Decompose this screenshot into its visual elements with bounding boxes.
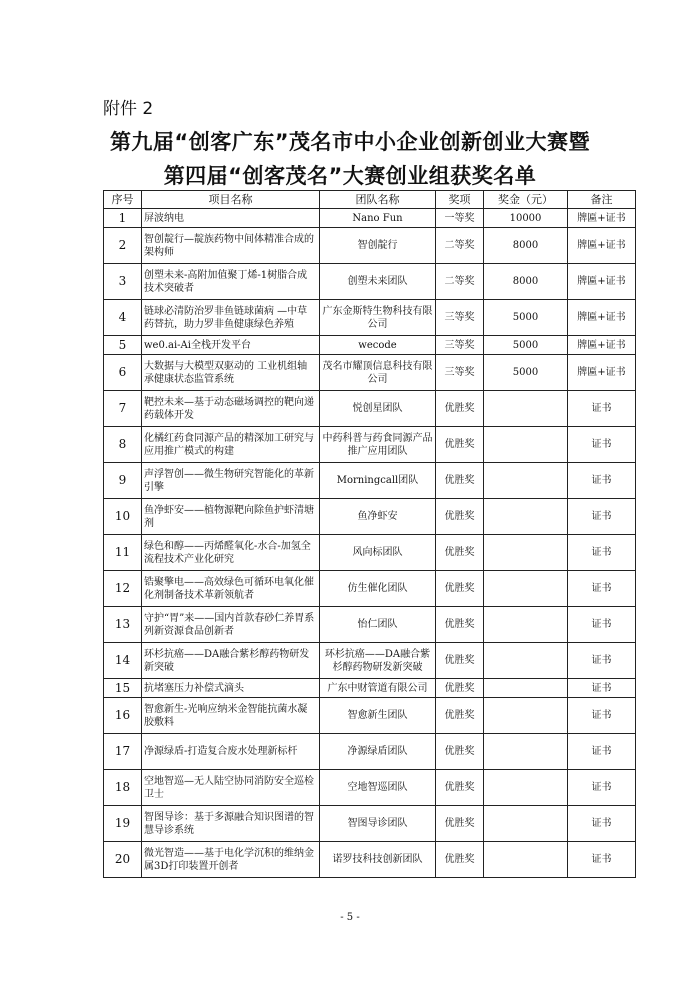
cell-project: 靶控未来—基于动态磁场调控的靶向递药载体开发 (142, 391, 320, 427)
cell-prize: 8000 (484, 228, 568, 264)
cell-no: 12 (104, 571, 142, 607)
cell-award: 优胜奖 (436, 571, 484, 607)
cell-no: 4 (104, 300, 142, 336)
cell-prize (484, 806, 568, 842)
header-project: 项目名称 (142, 191, 320, 209)
cell-no: 8 (104, 427, 142, 463)
cell-no: 13 (104, 607, 142, 643)
cell-note: 证书 (568, 842, 636, 878)
table-row (104, 643, 636, 679)
cell-no: 9 (104, 463, 142, 499)
table-row (104, 264, 636, 300)
cell-team: 风向标团队 (320, 535, 436, 571)
cell-team: 净源绿盾团队 (320, 734, 436, 770)
cell-note: 证书 (568, 806, 636, 842)
table-row (104, 209, 636, 228)
table-body (104, 209, 636, 878)
attachment-label: 附件 2 (103, 99, 154, 119)
cell-no: 17 (104, 734, 142, 770)
cell-project: we0.ai-Ai全栈开发平台 (142, 336, 320, 355)
cell-team: 仿生催化团队 (320, 571, 436, 607)
cell-award: 三等奖 (436, 355, 484, 391)
table-row (104, 842, 636, 878)
cell-award: 优胜奖 (436, 499, 484, 535)
table-row (104, 355, 636, 391)
table-row (104, 806, 636, 842)
cell-award: 二等奖 (436, 228, 484, 264)
cell-note: 证书 (568, 698, 636, 734)
table-row (104, 463, 636, 499)
cell-note: 牌匾+证书 (568, 336, 636, 355)
table-row (104, 499, 636, 535)
table-header-row (104, 191, 636, 209)
cell-award: 优胜奖 (436, 679, 484, 698)
cell-note: 证书 (568, 463, 636, 499)
cell-prize: 5000 (484, 300, 568, 336)
cell-project: 化橘红药食同源产品的精深加工研究与应用推广模式的构建 (142, 427, 320, 463)
cell-no: 1 (104, 209, 142, 228)
cell-no: 20 (104, 842, 142, 878)
cell-no: 15 (104, 679, 142, 698)
table-row (104, 391, 636, 427)
page-title-line-1: 第九届“创客广东”茂名市中小企业创新创业大赛暨 (109, 130, 591, 154)
cell-note: 证书 (568, 770, 636, 806)
cell-team: 空地智巡团队 (320, 770, 436, 806)
table-row (104, 300, 636, 336)
cell-award: 优胜奖 (436, 427, 484, 463)
cell-project: 抗堵塞压力补偿式滴头 (142, 679, 320, 698)
cell-prize (484, 571, 568, 607)
cell-prize (484, 698, 568, 734)
cell-no: 2 (104, 228, 142, 264)
cell-project: 大数据与大模型双驱动的 工业机组轴承健康状态监管系统 (142, 355, 320, 391)
cell-team: 怡仁团队 (320, 607, 436, 643)
cell-note: 证书 (568, 607, 636, 643)
cell-award: 优胜奖 (436, 770, 484, 806)
table-row (104, 535, 636, 571)
cell-prize (484, 679, 568, 698)
cell-project: 环杉抗癌——DA融合紫杉醇药物研发新突破 (142, 643, 320, 679)
cell-no: 14 (104, 643, 142, 679)
table-row (104, 698, 636, 734)
table-row (104, 427, 636, 463)
cell-project: 空地智巡—无人陆空协同消防安全巡检卫士 (142, 770, 320, 806)
table-row (104, 336, 636, 355)
cell-award: 三等奖 (436, 300, 484, 336)
cell-project: 微光智造——基于电化学沉积的维纳金属3D打印装置开创者 (142, 842, 320, 878)
cell-no: 11 (104, 535, 142, 571)
cell-prize (484, 535, 568, 571)
cell-prize: 5000 (484, 336, 568, 355)
cell-project: 创塑未来-高附加值聚丁烯-1树脂合成技术突破者 (142, 264, 320, 300)
page-title-line-2: 第四届“创客茂名”大赛创业组获奖名单 (163, 164, 537, 188)
cell-note: 证书 (568, 679, 636, 698)
cell-team: 广东中财管道有限公司 (320, 679, 436, 698)
table-row (104, 734, 636, 770)
cell-note: 牌匾+证书 (568, 209, 636, 228)
cell-prize (484, 842, 568, 878)
cell-award: 优胜奖 (436, 607, 484, 643)
page-number: - 5 - (340, 912, 360, 923)
header-award: 奖项 (436, 191, 484, 209)
cell-prize (484, 391, 568, 427)
cell-note: 证书 (568, 643, 636, 679)
cell-award: 一等奖 (436, 209, 484, 228)
cell-note: 牌匾+证书 (568, 228, 636, 264)
cell-no: 6 (104, 355, 142, 391)
header-prize: 奖金（元） (484, 191, 568, 209)
cell-prize (484, 463, 568, 499)
cell-award: 优胜奖 (436, 643, 484, 679)
table-row (104, 571, 636, 607)
cell-award: 二等奖 (436, 264, 484, 300)
cell-note: 证书 (568, 427, 636, 463)
cell-team: Morningcall团队 (320, 463, 436, 499)
cell-award: 优胜奖 (436, 698, 484, 734)
cell-award: 三等奖 (436, 336, 484, 355)
cell-prize: 10000 (484, 209, 568, 228)
cell-project: 净源绿盾-打造复合废水处理新标杆 (142, 734, 320, 770)
header-no: 序号 (104, 191, 142, 209)
cell-team: 智愈新生团队 (320, 698, 436, 734)
cell-prize (484, 607, 568, 643)
cell-prize (484, 499, 568, 535)
cell-award: 优胜奖 (436, 806, 484, 842)
cell-note: 牌匾+证书 (568, 300, 636, 336)
cell-note: 证书 (568, 571, 636, 607)
cell-project: 智愈新生-光响应纳米金智能抗菌水凝胶敷料 (142, 698, 320, 734)
cell-note: 牌匾+证书 (568, 355, 636, 391)
cell-prize (484, 734, 568, 770)
cell-project: 智创靛行—靛族药物中间体精准合成的架构师 (142, 228, 320, 264)
header-note: 备注 (568, 191, 636, 209)
cell-prize (484, 770, 568, 806)
cell-project: 绿色和醇——丙烯醛氧化-水合-加氢全流程技术产业化研究 (142, 535, 320, 571)
cell-team: 茂名市耀顶信息科技有限公司 (320, 355, 436, 391)
cell-no: 18 (104, 770, 142, 806)
table-row (104, 679, 636, 698)
header-team: 团队名称 (320, 191, 436, 209)
cell-prize (484, 643, 568, 679)
cell-prize: 5000 (484, 355, 568, 391)
cell-note: 证书 (568, 391, 636, 427)
cell-project: 鱼净虾安——植物源靶向除鱼护虾清塘剂 (142, 499, 320, 535)
cell-award: 优胜奖 (436, 463, 484, 499)
cell-team: 中药科普与药食同源产品推广应用团队 (320, 427, 436, 463)
cell-project: 锆聚擎电——高效绿色可循环电氧化催化剂制备技术革新领航者 (142, 571, 320, 607)
cell-team: 智创靛行 (320, 228, 436, 264)
cell-team: Nano Fun (320, 209, 436, 228)
cell-note: 证书 (568, 734, 636, 770)
cell-no: 3 (104, 264, 142, 300)
table-row (104, 770, 636, 806)
cell-no: 16 (104, 698, 142, 734)
cell-prize: 8000 (484, 264, 568, 300)
cell-award: 优胜奖 (436, 734, 484, 770)
cell-project: 守护“胃”来——国内首款春砂仁养胃系列新资源食品创新者 (142, 607, 320, 643)
cell-team: 广东金斯特生物科技有限公司 (320, 300, 436, 336)
cell-no: 10 (104, 499, 142, 535)
table-row (104, 228, 636, 264)
winners-table (103, 190, 636, 878)
cell-team: wecode (320, 336, 436, 355)
cell-project: 声浮智创——微生物研究智能化的革新引擎 (142, 463, 320, 499)
cell-team: 环杉抗癌——DA融合紫杉醇药物研发新突破 (320, 643, 436, 679)
cell-no: 7 (104, 391, 142, 427)
cell-team: 智图导诊团队 (320, 806, 436, 842)
table-row (104, 607, 636, 643)
cell-prize (484, 427, 568, 463)
cell-note: 证书 (568, 535, 636, 571)
cell-award: 优胜奖 (436, 535, 484, 571)
cell-team: 悦创星团队 (320, 391, 436, 427)
cell-no: 19 (104, 806, 142, 842)
cell-note: 证书 (568, 499, 636, 535)
cell-project: 屏波纳电 (142, 209, 320, 228)
cell-award: 优胜奖 (436, 391, 484, 427)
cell-no: 5 (104, 336, 142, 355)
cell-award: 优胜奖 (436, 842, 484, 878)
cell-team: 创塑未来团队 (320, 264, 436, 300)
cell-project: 智图导诊：基于多源融合知识图谱的智慧导诊系统 (142, 806, 320, 842)
cell-note: 牌匾+证书 (568, 264, 636, 300)
cell-team: 诺罗技科技创新团队 (320, 842, 436, 878)
cell-team: 鱼净虾安 (320, 499, 436, 535)
cell-project: 链球必清防治罗非鱼链球菌病 —中草药替抗，助力罗非鱼健康绿色养殖 (142, 300, 320, 336)
